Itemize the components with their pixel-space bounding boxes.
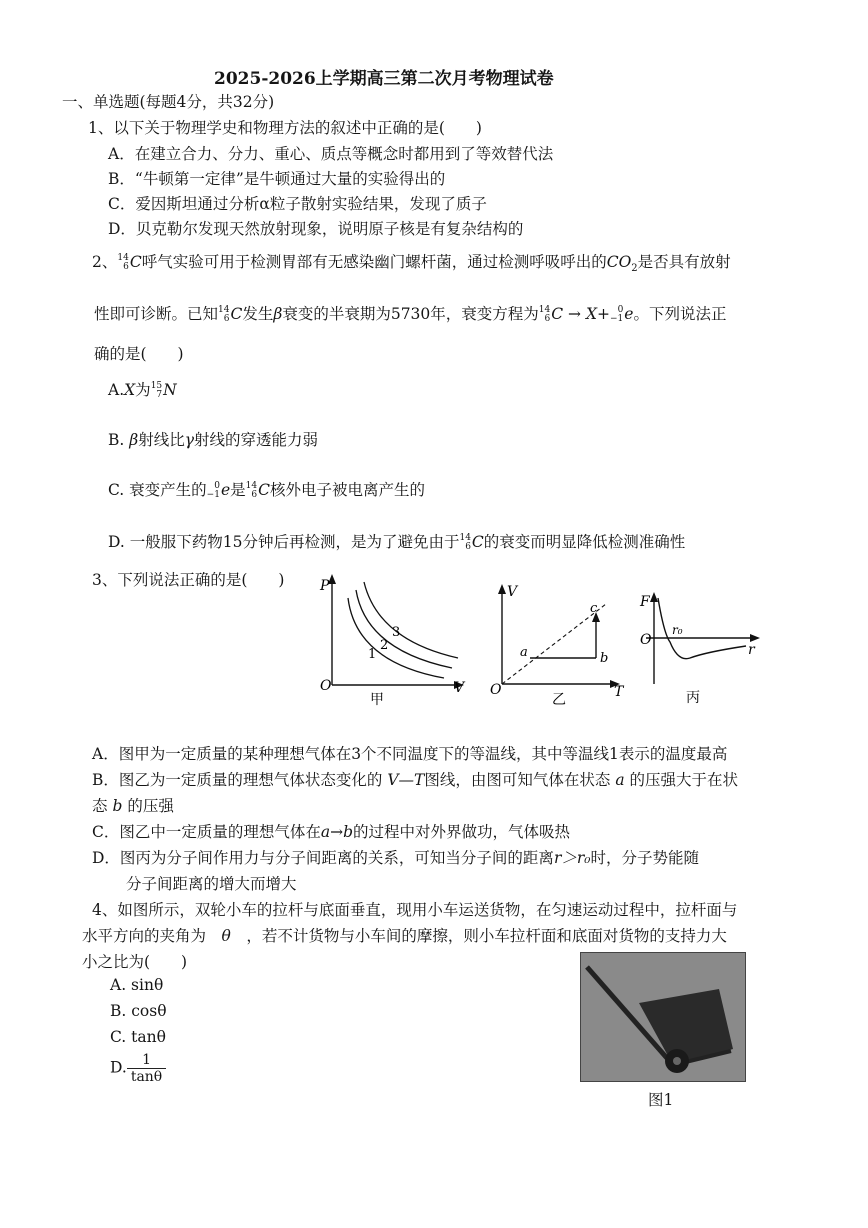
- figure-bing: [636, 588, 766, 710]
- bing-caption: 丙: [686, 690, 700, 706]
- q4-stem-line3: 小之比为( ): [82, 953, 188, 971]
- q4-option-c: C. tanθ: [110, 1028, 166, 1046]
- jia-y-label: P: [320, 578, 330, 594]
- figure-jia: [312, 570, 472, 710]
- q2-option-d: D. 一般服下药物15分钟后再检测，是为了避免由于 14 6 C的衰变而明显降低检测准确性: [108, 533, 686, 552]
- bing-origin: O: [640, 632, 652, 648]
- q2-option-a: A.X为 15 7 N: [108, 381, 177, 400]
- bing-r0: r₀: [672, 623, 683, 637]
- jia-caption: 甲: [370, 692, 384, 708]
- q3-option-d: D．图丙为分子间作用力与分子间距离的关系，可知当分子间的距离r＞r₀时，分子势能随: [92, 849, 699, 867]
- q3-option-c: C．图乙中一定质量的理想气体在a→b的过程中对外界做功，气体吸热: [92, 823, 571, 841]
- yi-point-a: a: [520, 645, 528, 660]
- q4-stem-line2: 水平方向的夹角为 θ ，若不计货物与小车间的摩擦，则小车拉杆面和底面对货物的支持力大: [82, 927, 727, 945]
- figure-yi: [488, 582, 628, 710]
- q4-option-b: B. cosθ: [110, 1002, 167, 1020]
- jia-origin: O: [320, 678, 332, 694]
- yi-point-c: c: [590, 601, 598, 616]
- bing-y-label: F: [640, 594, 650, 610]
- q4-option-a: A. sinθ: [110, 976, 164, 994]
- q4-stem-line1: 4、如图所示，双轮小车的拉杆与底面垂直，现用小车运送货物，在匀速运动过程中，拉杆面与: [92, 901, 738, 919]
- yi-point-b: b: [600, 651, 609, 666]
- q1-option-d: D．贝克勒尔发现天然放射现象，说明原子核是有复杂结构的: [108, 220, 524, 238]
- jia-curve-1: 1: [368, 647, 377, 662]
- q3-stem: 3、下列说法正确的是( ): [92, 571, 285, 589]
- q4-option-d: D. $\frac{1}{\tan\theta}$: [110, 1052, 166, 1085]
- cart-photo: [580, 952, 746, 1082]
- exam-title: 2025-2026上学期高三第二次月考物理试卷: [214, 69, 554, 89]
- figure-1-caption: 图1: [648, 1091, 674, 1109]
- q1-option-c: C．爱因斯坦通过分析α粒子散射实验结果，发现了质子: [108, 195, 487, 213]
- jia-x-label: V: [454, 680, 465, 696]
- yi-x-label: T: [614, 684, 624, 700]
- q1-option-a: A．在建立合力、分力、重心、质点等概念时都用到了等效替代法: [108, 145, 554, 163]
- q2-option-b: B. β射线比γ射线的穿透能力弱: [108, 431, 319, 449]
- jia-curve-2: 2: [380, 638, 389, 653]
- q3-option-d-cont: 分子间距离的增大而增大: [126, 875, 297, 893]
- q2-line3: 确的是( ): [94, 345, 184, 363]
- q2-line2: 性即可诊断。已知 14 6 C发生β衰变的半衰期为5730年，衰变方程为 14 6 C → X+ 0 −1 e。下列说法正: [94, 305, 727, 324]
- q2-line1: 2、 14 6 C呼气实验可用于检测胃部有无感染幽门螺杆菌，通过检测呼吸呼出的$CO_2$是否具有放射: [92, 253, 731, 275]
- section-heading: 一、单选题(每题4分，共32分): [62, 93, 275, 111]
- q2-option-c: C. 衰变产生的 0 −1 e是 14 6 C核外电子被电离产生的: [108, 481, 425, 500]
- q3-option-a: A．图甲为一定质量的某种理想气体在3个不同温度下的等温线，其中等温线1表示的温度最高: [92, 745, 728, 763]
- jia-curve-3: 3: [392, 625, 401, 640]
- yi-caption: 乙: [552, 692, 566, 708]
- q3-option-b: B．图乙为一定质量的理想气体状态变化的 V—T图线，由图可知气体在状态 a 的压强大于在状: [92, 771, 739, 789]
- bing-x-label: r: [748, 642, 755, 658]
- q1-stem: 1、以下关于物理学史和物理方法的叙述中正确的是( ): [88, 119, 482, 137]
- yi-y-label: V: [507, 584, 518, 600]
- q3-option-b-cont: 态 b 的压强: [92, 797, 174, 815]
- q1-option-b: B．“牛顿第一定律”是牛顿通过大量的实验得出的: [108, 170, 446, 188]
- yi-origin: O: [490, 682, 502, 698]
